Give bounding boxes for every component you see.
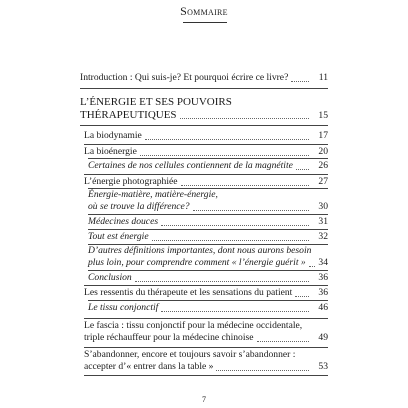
leader-dots (309, 266, 315, 267)
divider (80, 125, 328, 126)
toc-entry-page: 30 (318, 200, 328, 212)
section-heading-line1: L’ÉNERGIE ET SES POUVOIRS (80, 96, 232, 108)
toc-entry-text: La bioénergie (84, 146, 137, 157)
toc-entry-page: 36 (318, 272, 328, 283)
toc-entry[interactable] (84, 349, 328, 373)
toc-entry-text: Médecines douces (88, 216, 159, 227)
toc-entry-text-line2: triple réchauffeur pour la médecine chinoise (84, 331, 254, 343)
toc-entry-text: L’énergie photographiée (84, 176, 178, 187)
toc-entry[interactable] (84, 130, 328, 142)
leader-dots (161, 225, 309, 226)
leader-dots (152, 240, 309, 241)
leader-dots (145, 139, 309, 140)
divider (84, 144, 328, 145)
toc-entry[interactable] (88, 216, 328, 228)
toc-entry-page: 32 (318, 231, 328, 242)
divider (84, 347, 328, 348)
leader-dots (193, 210, 309, 211)
toc-entry-text: Les ressentis du thérapeute et les sensations du patient (84, 287, 293, 298)
leader-dots (181, 185, 309, 186)
divider (88, 300, 328, 301)
leader-dots (135, 281, 309, 282)
divider (88, 158, 328, 159)
toc-entry-text-line1: Énergie-matière, matière-énergie, (88, 189, 218, 200)
toc-entry-page: 34 (318, 256, 328, 268)
toc-entry-text-line1: D’autres définitions importantes, dont nous aurons besoin (88, 245, 312, 256)
toc-entry[interactable] (88, 302, 328, 314)
section-heading-page: 15 (318, 110, 328, 121)
toc-entry-page: 26 (318, 160, 328, 171)
toc-entry-page: 17 (318, 130, 328, 141)
toc-entry-text: Introduction : Qui suis-je? Et pourquoi écrire ce livre? (80, 72, 289, 83)
leader-dots (140, 155, 309, 156)
toc-entry[interactable] (84, 320, 328, 344)
toc-entry-page: 20 (318, 146, 328, 157)
toc-entry-introduction[interactable] (80, 72, 328, 84)
toc-entry[interactable] (88, 245, 328, 269)
page-number: 7 (202, 395, 206, 404)
leader-dots (295, 296, 309, 297)
toc-entry-text: Tout est énergie (88, 231, 149, 242)
toc-entry[interactable] (88, 272, 328, 284)
divider (84, 285, 328, 286)
toc-entry[interactable] (88, 189, 328, 213)
page-title: Sommaire (180, 4, 228, 18)
leader-dots (296, 169, 309, 170)
divider (84, 174, 328, 175)
divider (84, 375, 328, 376)
toc-entry-page: 31 (318, 216, 328, 227)
leader-dots (180, 118, 309, 119)
toc-entry-text-line2: où se trouve la différence? (88, 200, 190, 212)
leader-dots (257, 341, 309, 342)
toc-entry[interactable] (84, 146, 328, 158)
toc-entry-page: 11 (318, 72, 328, 83)
toc-entry-text: Certaines de nos cellules contiennent de la magnétite (88, 160, 293, 171)
divider (88, 270, 328, 271)
toc-entry-text: Le tissu conjonctif (88, 302, 159, 313)
toc-entry-page: 49 (318, 331, 328, 343)
divider (80, 88, 328, 89)
divider (88, 229, 328, 230)
toc-entry[interactable] (84, 176, 328, 188)
leader-dots (216, 370, 309, 371)
section-heading[interactable] (80, 96, 328, 122)
leader-dots (161, 311, 309, 312)
toc-entry-page: 36 (318, 287, 328, 298)
toc-entry-page: 53 (318, 360, 328, 372)
toc-entry[interactable] (84, 287, 328, 299)
toc-entry-text-line1: S’abandonner, encore et toujours savoir s’abandonner : (84, 349, 296, 360)
leader-dots (291, 81, 309, 82)
toc-entry-text: Conclusion (88, 272, 132, 283)
divider (88, 214, 328, 215)
section-heading-line2: THÉRAPEUTIQUES (80, 109, 177, 121)
toc-entry-text-line2: plus loin, pour comprendre comment « l’énergie guérit » (88, 256, 306, 268)
toc-entry-page: 46 (318, 302, 328, 313)
toc-entry[interactable] (88, 231, 328, 243)
toc-entry[interactable] (88, 160, 328, 172)
toc-entry-text-line2: accepter d’« entrer dans la table » (84, 360, 214, 372)
toc-entry-page: 27 (318, 176, 328, 187)
divider (84, 318, 328, 319)
toc-entry-text-line1: Le fascia : tissu conjonctif pour la médecine occidentale, (84, 320, 303, 331)
toc-entry-text: La biodynamie (84, 130, 142, 141)
